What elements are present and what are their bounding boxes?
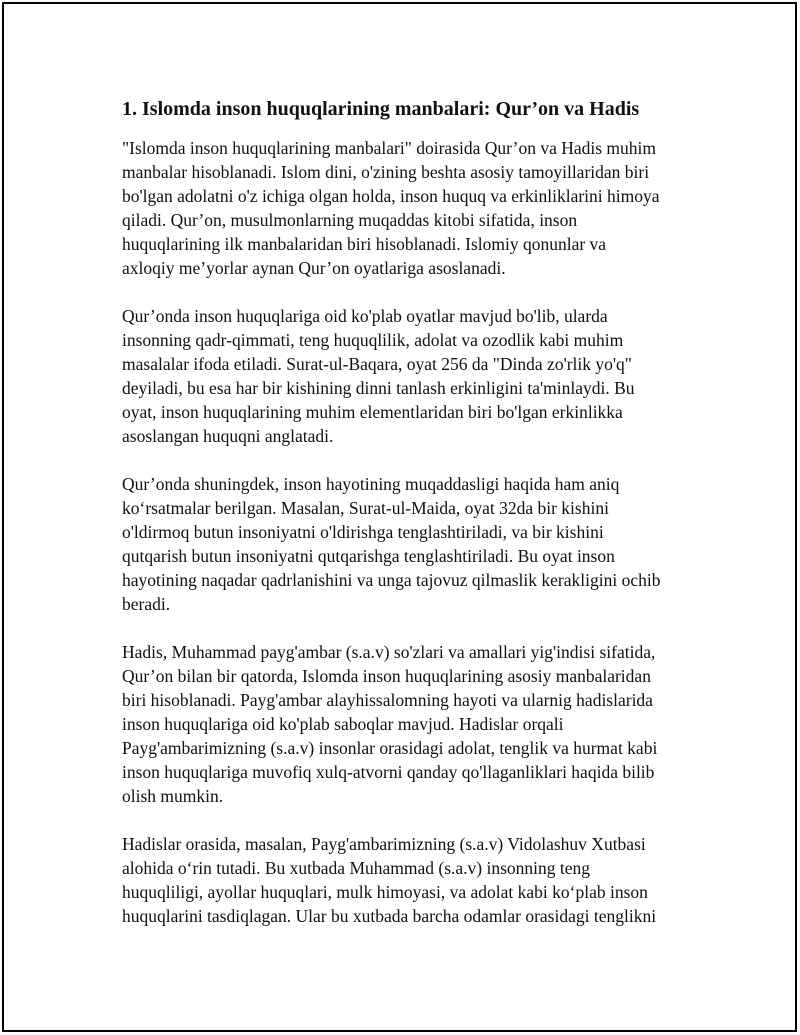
text-line: qiladi. Qur’on, musulmonlarning muqaddas kitobi sifatida, inson bbox=[122, 210, 578, 230]
text-line: Hadislar orasida, masalan, Payg'ambarimizning (s.a.v) Vidolashuv Xutbasi bbox=[122, 834, 646, 854]
text-line: Hadis, Muhammad payg'ambar (s.a.v) so'zlari va amallari yig'indisi sifatida, bbox=[122, 642, 656, 662]
text-line: huquqliligi, ayollar huquqlari, mulk himoyasi, va adolat kabi ko‘plab inson bbox=[122, 882, 648, 902]
page-frame bbox=[2, 2, 797, 1032]
paragraph-5 bbox=[122, 832, 692, 928]
text-line: masalalar ifoda etiladi. Surat-ul-Baqara, oyat 256 da "Dinda zo'rlik yo'q" bbox=[122, 354, 632, 374]
section-heading: 1. Islomda inson huquqlarining manbalari: Qur’on va Hadis bbox=[122, 98, 640, 120]
text-line: insonning qadr-qimmati, teng huquqlilik, adolat va ozodlik kabi muhim bbox=[122, 330, 624, 350]
text-line: qutqarish butun insoniyatni qutqarishga tenglashtiriladi. Bu oyat inson bbox=[122, 546, 615, 566]
document-body bbox=[122, 96, 692, 952]
text-line: manbalar hisoblanadi. Islom dini, o'zining beshta asosiy tamoyillaridan biri bbox=[122, 162, 650, 182]
text-line: huquqlarining ilk manbalaridan biri hisoblanadi. Islomiy qonunlar va bbox=[122, 234, 607, 254]
text-line: ko‘rsatmalar berilgan. Masalan, Surat-ul-Maida, oyat 32da bir kishini bbox=[122, 498, 609, 518]
text-line: o'ldirmoq butun insoniyatni o'ldirishga tenglashtiriladi, va bir kishini bbox=[122, 522, 604, 542]
text-line: inson huquqlariga oid ko'plab saboqlar mavjud. Hadislar orqali bbox=[122, 714, 564, 734]
text-line: beradi. bbox=[122, 594, 171, 614]
text-line: Qur’on bilan bir qatorda, Islomda inson huquqlarining asosiy manbalaridan bbox=[122, 666, 651, 686]
paragraph-1 bbox=[122, 136, 692, 280]
text-line: Qur’onda shuningdek, inson hayotining muqaddasligi haqida ham aniq bbox=[122, 474, 620, 494]
text-line: Payg'ambarimizning (s.a.v) insonlar orasidagi adolat, tenglik va hurmat kabi bbox=[122, 738, 658, 758]
paragraph-3 bbox=[122, 472, 692, 616]
text-line: alohida o‘rin tutadi. Bu xutbada Muhammad (s.a.v) insonning teng bbox=[122, 858, 591, 878]
paragraph-4 bbox=[122, 640, 692, 808]
text-line: deyiladi, bu esa har bir kishining dinni tanlash erkinligini ta'minlaydi. Bu bbox=[122, 378, 635, 398]
text-line: "Islomda inson huquqlarining manbalari" doirasida Qur’on va Hadis muhim bbox=[122, 138, 657, 158]
text-line: biri hisoblanadi. Payg'ambar alayhissalomning hayoti va ularnig hadislarida bbox=[122, 690, 653, 710]
text-line: hayotining naqadar qadrlanishini va unga tajovuz qilmaslik kerakligini ochib bbox=[122, 570, 661, 590]
text-line: asoslangan huquqni anglatadi. bbox=[122, 426, 334, 446]
text-line: olish mumkin. bbox=[122, 786, 224, 806]
text-line: Qur’onda inson huquqlariga oid ko'plab oyatlar mavjud bo'lib, ularda bbox=[122, 306, 608, 326]
text-line: axloqiy me’yorlar aynan Qur’on oyatlariga asoslanadi. bbox=[122, 258, 506, 278]
text-line: bo'lgan adolatni o'z ichiga olgan holda, inson huquq va erkinliklarini himoya bbox=[122, 186, 660, 206]
text-line: inson huquqlariga muvofiq xulq-atvorni qanday qo'llaganliklari haqida bilib bbox=[122, 762, 655, 782]
text-line: oyat, inson huquqlarining muhim elementlaridan biri bo'lgan erkinlikka bbox=[122, 402, 623, 422]
text-line: huquqlarini tasdiqlagan. Ular bu xutbada barcha odamlar orasidagi tenglikni bbox=[122, 906, 657, 926]
paragraph-2 bbox=[122, 304, 692, 448]
